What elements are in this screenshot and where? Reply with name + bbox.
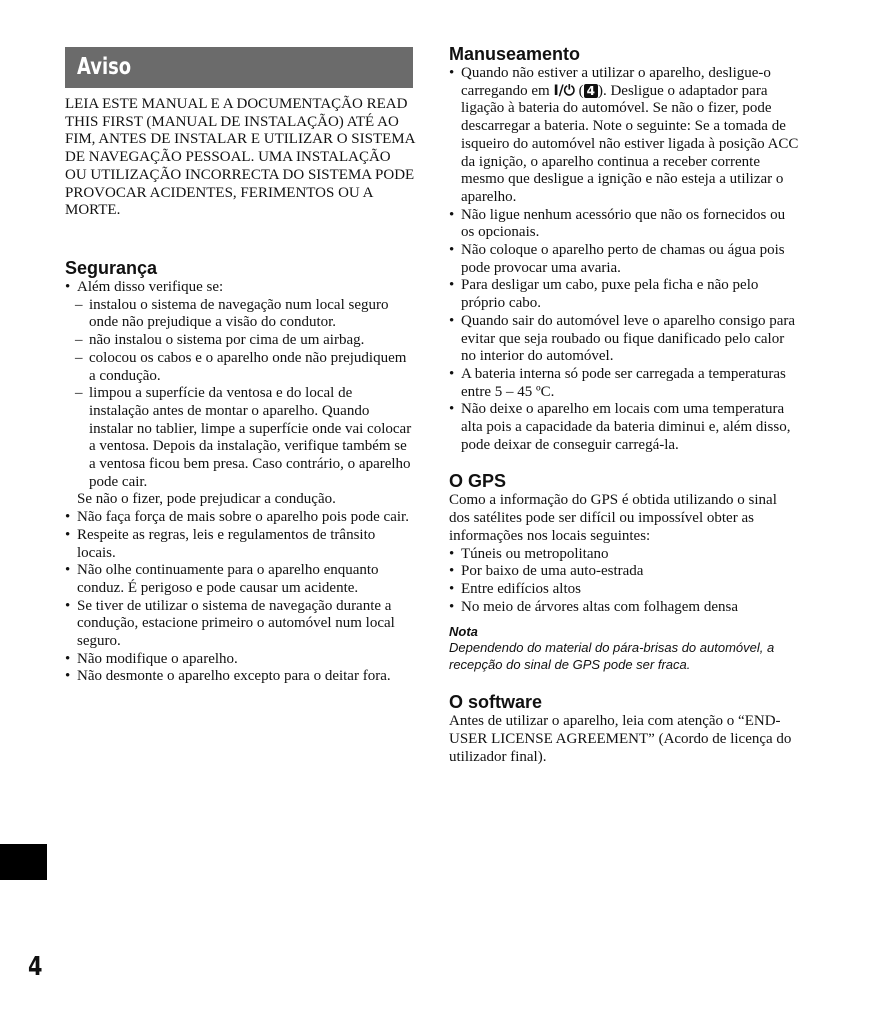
seguranca-list — [65, 279, 415, 297]
gps-list — [449, 546, 799, 617]
right-column — [449, 43, 799, 767]
seguranca-section — [65, 257, 415, 686]
seguranca-after-checks: Se não o fizer, pode prejudicar a condução. — [77, 491, 336, 508]
seguranca-checks — [65, 297, 415, 492]
list-item: – limpou a superfície da ventosa e do local de instalação antes de montar o aparelho. Quando instalar no tablier, limpe a superfície onde vai colocar a ventosa. Depois da instalação, verifique também se a ventosa ficou bem presa. Caso contrário, o aparelho pode cair. — [65, 385, 415, 491]
nota-text: Dependendo do material do pára-brisas do automóvel, a recepção do sinal de GPS pode ser fraca. — [449, 640, 775, 672]
aviso-warning-text: LEIA ESTE MANUAL E A DOCUMENTAÇÃO READ THIS FIRST (MANUAL DE INSTALAÇÃO) ATÉ AO FIM, ANTES DE INSTALAR E UTILIZAR O SISTEMA DE NAVEGAÇÃO PESSOAL. UMA INSTALAÇÃO OU UTILIZAÇÃO INCORRECTA DO SISTEMA PODE PROVOCAR ACIDENTES, FERIMENTOS OU A MORTE. — [65, 96, 415, 219]
list-item: • Não coloque o aparelho perto de chamas ou água pois pode provocar uma avaria. — [449, 242, 799, 277]
list-item: • Não olhe continuamente para o aparelho enquanto conduz. É perigoso e pode causar um acidente. — [65, 562, 415, 597]
list-item: • Não faça força de mais sobre o aparelho pois pode cair. — [65, 509, 415, 527]
aviso-title: Aviso — [77, 54, 132, 80]
list-item: • Quando não estiver a utilizar o aparelho, desligue-o carregando em I/⏻ ( 4 ). Desligue o adaptador para ligação à bateria do automóvel. Se não o fizer, pode descarregar a bateria. Note o seguinte: Se a tomada de isqueiro do automóvel não estiver ligada à posição ACC da ignição, o aparelho continua a receber corrente mesmo que desligue a ignição e não esteja a utilizar o aparelho. — [449, 65, 799, 207]
list-item: • Além disso verifique se: — [65, 279, 415, 297]
list-item: • Não modifique o aparelho. — [65, 651, 415, 669]
list-item: • Entre edifícios altos — [449, 581, 799, 599]
list-item: • A bateria interna só pode ser carregada a temperaturas entre 5 – 45 ºC. — [449, 366, 799, 401]
list-item: – colocou os cabos e o aparelho onde não prejudiquem a condução. — [65, 350, 415, 385]
key-number-badge: 4 — [584, 84, 598, 98]
list-item: • Para desligar um cabo, puxe pela ficha e não pelo próprio cabo. — [449, 277, 799, 312]
list-item: • Se tiver de utilizar o sistema de navegação durante a condução, estacione primeiro o automóvel num local seguro. — [65, 598, 415, 651]
seguranca-bullets — [65, 509, 415, 686]
power-icon: I/⏻ — [553, 82, 575, 99]
manuseamento-heading: Manuseamento — [449, 44, 581, 64]
list-item: • Por baixo de uma auto-estrada — [449, 563, 799, 581]
section-tab-marker — [0, 844, 47, 880]
seguranca-heading: Segurança — [65, 258, 158, 278]
list-item: • Não ligue nenhum acessório que não os fornecidos ou os opcionais. — [449, 207, 799, 242]
gps-heading: O GPS — [449, 471, 507, 492]
list-item: • Respeite as regras, leis e regulamentos de trânsito locais. — [65, 527, 415, 562]
list-item: • No meio de árvores altas com folhagem densa — [449, 599, 799, 617]
manuseamento-list — [449, 65, 799, 454]
software-heading: O software — [449, 692, 543, 713]
list-item: • Não desmonte o aparelho excepto para o deitar fora. — [65, 668, 415, 686]
software-text: Antes de utilizar o aparelho, leia com atenção o “END-USER LICENSE AGREEMENT” (Acordo de licença do utilizador final). — [449, 713, 792, 765]
list-item: • Túneis ou metropolitano — [449, 546, 799, 564]
aviso-title-bar — [65, 47, 413, 88]
list-item: – instalou o sistema de navegação num local seguro onde não prejudique a visão do condutor. — [65, 297, 415, 332]
nota-heading: Nota — [449, 624, 478, 640]
list-item: – não instalou o sistema por cima de um airbag. — [65, 332, 415, 350]
list-item: • Quando sair do automóvel leve o aparelho consigo para evitar que seja roubado ou fique danificado pelo calor no interior do automóvel. — [449, 313, 799, 366]
gps-intro: Como a informação do GPS é obtida utilizando o sinal dos satélites pode ser difícil ou impossível obter as informações nos locais seguintes: — [449, 492, 777, 544]
list-item: • Não deixe o aparelho em locais com uma temperatura alta pois a capacidade da bateria diminui e, além disso, pode deixar de conseguir carregá-la. — [449, 401, 799, 454]
page-number: 4 — [28, 952, 43, 982]
